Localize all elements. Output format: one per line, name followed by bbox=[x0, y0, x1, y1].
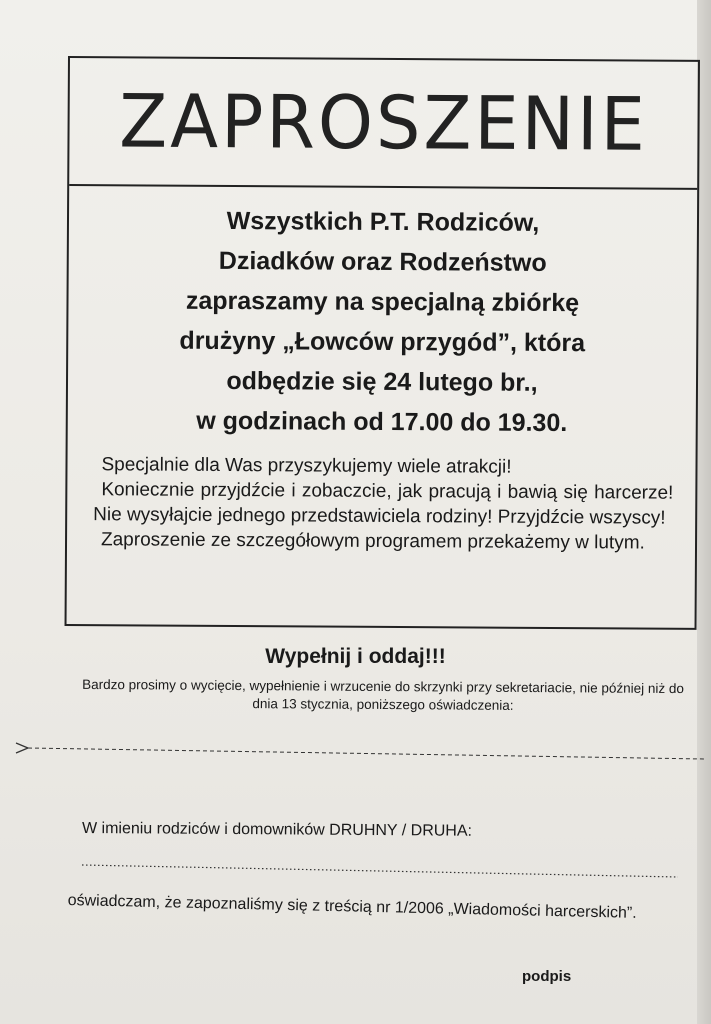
cut-line bbox=[14, 738, 706, 762]
scissors-cut-icon bbox=[14, 738, 706, 762]
signature-label: podpis bbox=[522, 968, 572, 985]
form-heading: Wypełnij i oddaj!!! bbox=[265, 645, 446, 668]
lead-line: w godzinach od 17.00 do 19.30. bbox=[196, 406, 568, 438]
body-paragraph: Koniecznie przyjdźcie i zobaczcie, jak pracują i bawią się harcerze! Nie wysyłajcie jednego przedstawiciela rodziny! Przyjdźcie wszyscy! bbox=[93, 479, 674, 529]
lead-line: odbędzie się 24 lutego br., bbox=[226, 366, 538, 397]
invitation-lead bbox=[78, 200, 687, 444]
body-paragraph: Specjalnie dla Was przyszykujemy wiele atrakcji! bbox=[101, 454, 512, 478]
name-fill-line[interactable] bbox=[82, 862, 678, 880]
lead-line: zapraszamy na specjalną zbiórkę bbox=[185, 286, 580, 318]
dotted-line bbox=[82, 862, 678, 880]
declaration-label: W imieniu rodziców i domowników DRUHNY / DRUHA: bbox=[81, 820, 473, 840]
invitation-body bbox=[93, 452, 674, 556]
lead-line: Wszystkich P.T. Rodziców, bbox=[226, 206, 540, 237]
invitation-box bbox=[65, 56, 700, 630]
invitation-title: ZAPROSZENIE bbox=[119, 78, 649, 168]
statement-text: oświadczam, że zapoznaliśmy się z treścią nr 1/2006 „Wiadomości harcerskich”. bbox=[67, 891, 637, 922]
lead-line: Dziadków oraz Rodzeństwo bbox=[218, 246, 547, 277]
lead-line: drużyny „Łowców przygód”, która bbox=[179, 326, 586, 358]
title-cell bbox=[69, 58, 698, 190]
body-paragraph: Zaproszenie ze szczegółowym programem przekażemy w lutym. bbox=[100, 529, 645, 554]
form-note: Bardzo prosimy o wycięcie, wypełnienie i wrzucenie do skrzynki przy sekretariacie, nie później niż do dnia 13 stycznia, poniższego oświadczenia: bbox=[82, 676, 684, 713]
